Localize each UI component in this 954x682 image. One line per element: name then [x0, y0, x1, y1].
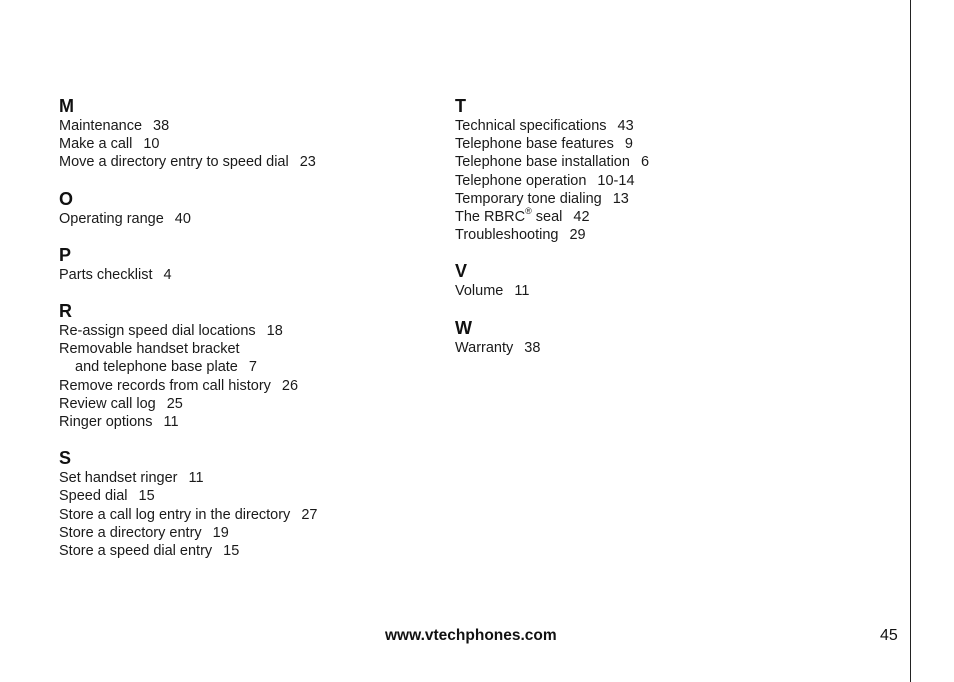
index-entry-page: 18 — [266, 323, 283, 340]
index-entry — [455, 226, 875, 244]
index-entry — [455, 282, 875, 300]
index-entry — [59, 413, 439, 431]
index-entry — [455, 117, 875, 135]
index-entry-page: 11 — [188, 470, 204, 487]
index-section-t — [455, 96, 875, 244]
index-entry-text: Troubleshooting — [455, 227, 559, 244]
index-entry-text: and telephone base plate — [75, 359, 238, 376]
index-entry-text: Move a directory entry to speed dial — [59, 154, 289, 171]
index-entry-page: 9 — [624, 136, 633, 153]
index-entry-page: 10-14 — [597, 172, 635, 189]
index-section-o — [59, 189, 439, 228]
index-entry-text: Store a speed dial entry — [59, 543, 213, 560]
page-number: 45 — [880, 627, 898, 644]
index-entry — [59, 210, 439, 228]
index-entry-page: 38 — [153, 118, 170, 134]
index-entry — [59, 153, 439, 171]
index-entry-text: Telephone base features — [455, 136, 614, 153]
index-entry-page: 4 — [163, 266, 172, 283]
index-section-w — [455, 318, 875, 357]
index-entry — [59, 542, 439, 560]
index-entry-text: Technical specifications — [455, 118, 607, 134]
index-letter-heading: M — [59, 96, 74, 116]
index-entry-text: Maintenance — [59, 118, 143, 134]
index-entry-text: Parts checklist — [59, 266, 153, 283]
index-entry — [59, 358, 439, 376]
index-section-r — [59, 301, 439, 431]
index-letter-heading: W — [455, 317, 472, 338]
index-entry-suffix: seal — [531, 209, 563, 226]
index-entry-page: 13 — [612, 190, 629, 207]
index-entry — [455, 135, 875, 153]
index-entry-page: 19 — [212, 524, 229, 541]
index-entry-text: Telephone base installation — [455, 154, 630, 171]
index-entry-page: 29 — [569, 227, 586, 244]
index-entry-text: Make a call — [59, 136, 133, 153]
index-entry — [59, 266, 439, 284]
index-letter-heading: R — [59, 301, 72, 322]
index-entry-text: Volume — [455, 283, 504, 300]
index-entry-page: 38 — [524, 339, 541, 356]
index-entry-text: Remove records from call history — [59, 377, 271, 394]
index-letter-heading: S — [59, 448, 72, 469]
index-entry — [455, 208, 875, 226]
index-entry-page: 42 — [573, 209, 590, 226]
index-entry-text: Review call log — [59, 395, 156, 412]
index-entry-page: 25 — [166, 395, 183, 412]
page-edge-rule — [910, 0, 911, 682]
index-entry-text: Warranty — [455, 339, 514, 356]
index-entry-text: Ringer options — [59, 414, 153, 431]
index-entry-text: Store a directory entry — [59, 524, 202, 541]
index-entry — [59, 524, 439, 542]
index-entry — [59, 322, 439, 340]
index-entry-text: Removable handset bracket — [59, 341, 240, 358]
index-section-s — [59, 448, 439, 560]
index-entry-page: 7 — [248, 359, 257, 376]
index-section-p — [59, 245, 439, 284]
index-entry-page: 43 — [617, 118, 634, 134]
index-entry-page: 15 — [223, 543, 240, 560]
index-section-v — [455, 261, 875, 300]
index-entry-text: Temporary tone dialing — [455, 190, 602, 207]
index-entry — [59, 377, 439, 395]
index-entry-page: 15 — [138, 488, 155, 505]
index-entry — [59, 469, 439, 487]
index-entry — [59, 506, 439, 524]
index-entry — [59, 487, 439, 505]
index-entry — [59, 340, 439, 358]
index-entry-text: Set handset ringer — [59, 470, 178, 487]
footer-url[interactable]: www.vtechphones.com — [385, 627, 557, 644]
index-entry-text: Speed dial — [59, 488, 128, 505]
index-entry-page: 27 — [301, 506, 318, 523]
index-entry-text: Telephone operation — [455, 172, 587, 189]
index-entry-page: 23 — [299, 154, 316, 171]
index-entry-text: Operating range — [59, 210, 164, 227]
index-entry — [455, 153, 875, 171]
index-entry-page: 11 — [514, 283, 530, 300]
index-entry — [455, 190, 875, 208]
index-letter-heading: V — [455, 261, 468, 282]
index-entry-text: Store a call log entry in the directory — [59, 506, 291, 523]
index-entry — [59, 117, 439, 135]
index-entry-text: Re-assign speed dial locations — [59, 323, 256, 340]
index-entry-page: 10 — [143, 136, 160, 153]
index-entry-page: 11 — [163, 414, 179, 431]
registered-mark: ® — [525, 206, 532, 217]
index-entry-page: 6 — [640, 154, 650, 171]
index-entry — [59, 135, 439, 153]
index-section-m — [59, 96, 439, 172]
index-entry-page: 40 — [174, 210, 191, 227]
index-letter-heading: O — [59, 188, 74, 209]
index-entry-text: The RBRC — [455, 209, 526, 226]
index-letter-heading: P — [59, 244, 72, 265]
index-entry — [455, 339, 875, 357]
index-letter-heading: T — [455, 96, 466, 116]
index-entry-page: 26 — [281, 377, 299, 394]
index-entry — [455, 172, 875, 190]
index-entry — [59, 395, 439, 413]
index-column-left — [59, 96, 439, 577]
index-column-right — [455, 96, 875, 374]
